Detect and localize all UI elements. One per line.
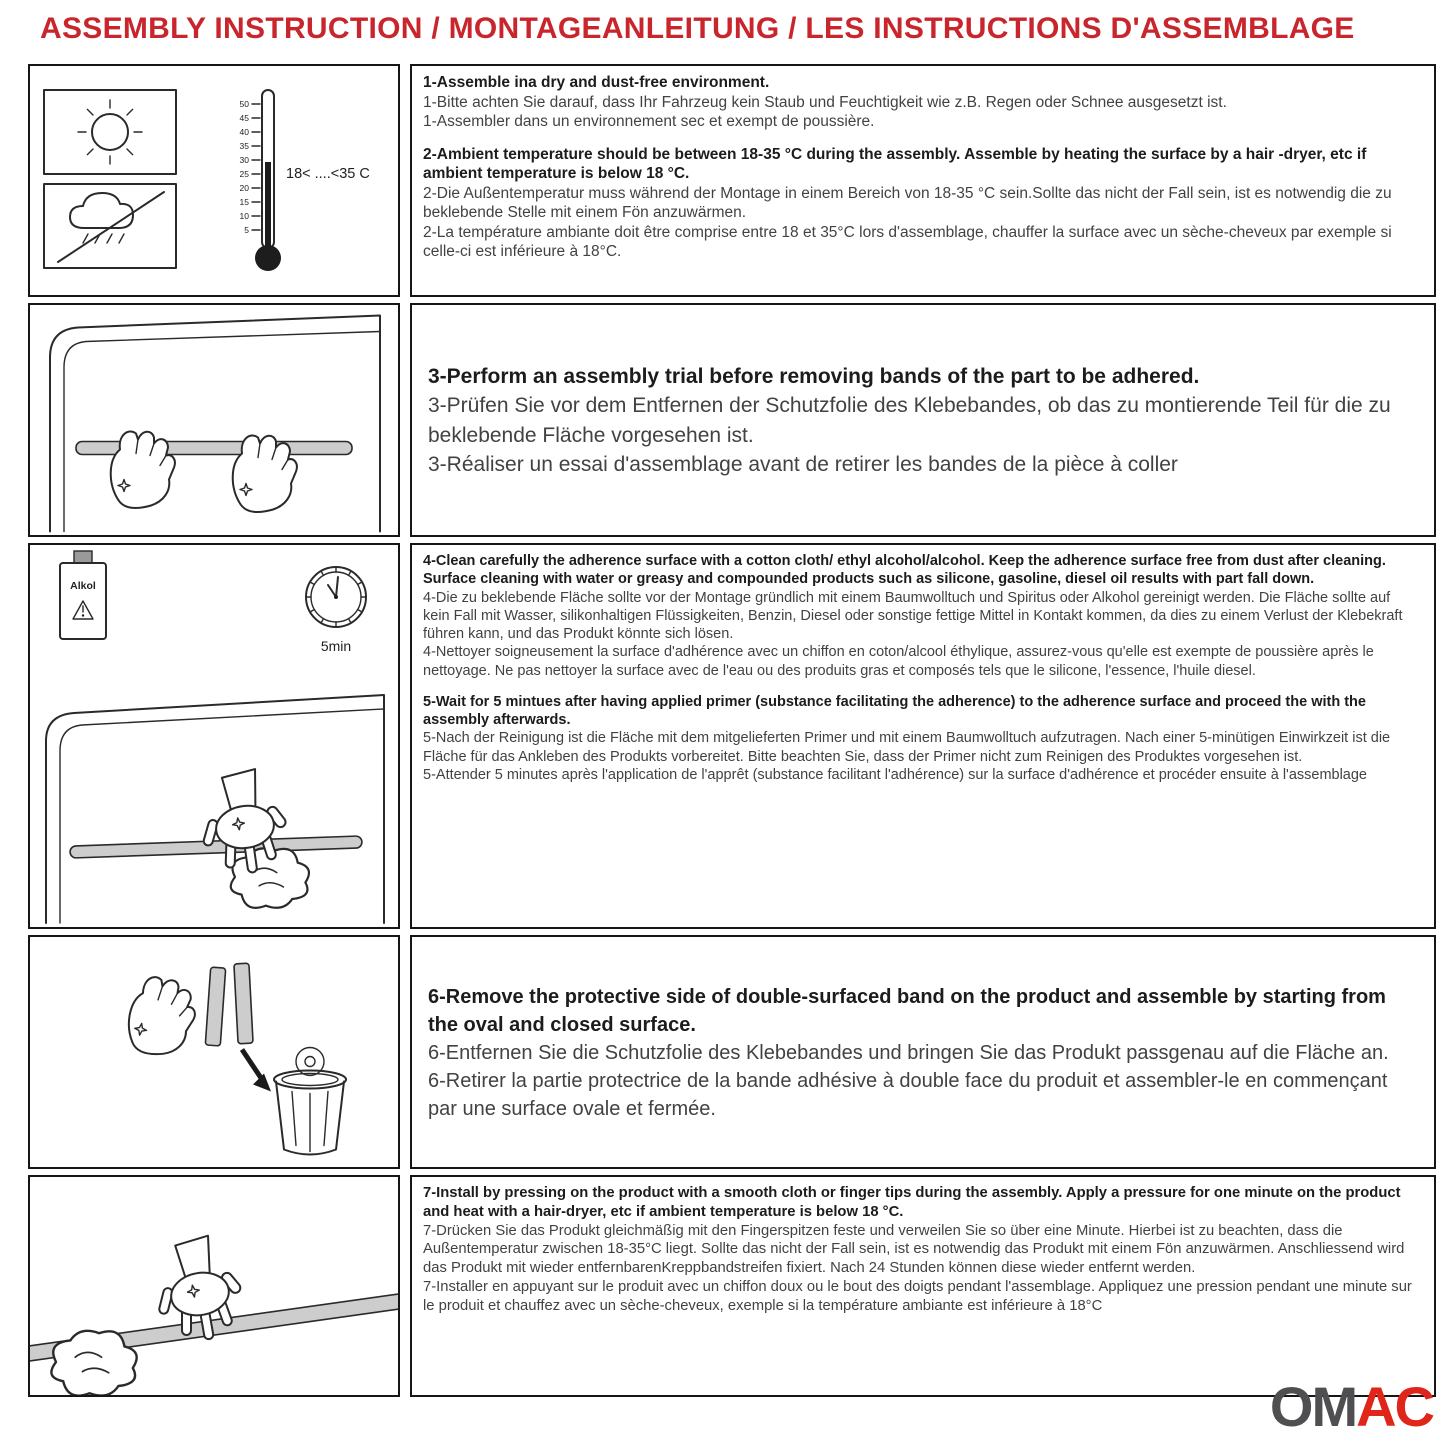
environment-illustration-box (28, 64, 400, 297)
tick-label: 45 (239, 113, 249, 123)
clock-icon (306, 567, 366, 627)
clock-label: 5min (320, 638, 352, 654)
tick-label: 10 (239, 211, 249, 221)
page-title: ASSEMBLY INSTRUCTION / MONTAGEANLEITUNG / LES INSTRUCTIONS D'ASSEMBLAGE (40, 12, 1355, 45)
step-text-en: 1-Assemble ina dry and dust-free environment. (423, 74, 770, 91)
trim-strip (70, 836, 362, 858)
step-text-en: 6-Remove the protective side of double-surfaced band on the product and assemble by starting from the oval and closed surface. (428, 985, 1386, 1036)
pressing-illustration-box (28, 1175, 400, 1397)
bottle-label: Alkol (70, 580, 96, 592)
step-text-de: 2-Die Außentemperatur muss während der Montage in einem Bereich von 18-35 °C sein.Sollte das nicht der Fall sein, ist es notwendig die zu beklebende Stelle mit einem Fön anzuwärmen. (423, 184, 1392, 222)
cleaning-illustration-box (28, 543, 400, 929)
temperature-range-label: 18< ....<35 C (286, 166, 370, 182)
step-text-fr: 5-Attender 5 minutes après l'application de l'apprêt (substance facilitant l'adhérence) sur la surface d'adhérence et procéder ensuite à l'assemblage (423, 766, 1368, 783)
step-4-5-text (410, 543, 1436, 929)
tick-label: 25 (239, 169, 249, 179)
door-panel (46, 695, 384, 923)
logo-text-red: AC (1356, 1375, 1433, 1438)
step-text-de: 5-Nach der Reinigung ist die Fläche mit dem mitgelieferten Primer und mit einem Baumwolltuch aufzutragen. Nach einer 5-minütigen Einwirkzeit ist die Fläche für das Ankleben des Produkts vorbereitet. Bitte beachten Sie, dass der Primer nicht zum Reinigen des Produktes vorgesehen ist. (423, 730, 1391, 765)
tick-label: 15 (239, 197, 249, 207)
tick-label: 50 (239, 99, 249, 109)
omac-logo (1269, 1375, 1433, 1438)
step-text-fr: 4-Nettoyer soigneusement la surface d'adhérence avec un chiffon en coton/alcool éthylique, assurez-vous qu'elle est exempte de poussière après le nettoyage. Ne pas nettoyer la surface avec de l'eau ou des produits gras et composés tels que le silicone, l'essence, l'huile diesel. (423, 644, 1374, 679)
thermometer-icon (240, 90, 370, 271)
trial-assembly-illustration-box (28, 303, 400, 537)
band-removal-illustration-box (28, 935, 400, 1169)
hand-icon (111, 431, 175, 508)
step-text-fr: 1-Assembler dans un environnement sec et exempt de poussière. (423, 113, 875, 131)
step-1-2-text (410, 64, 1436, 297)
logo-text-dark: OM (1269, 1375, 1357, 1438)
tick-label: 5 (244, 225, 249, 235)
step-text-en: 3-Perform an assembly trial before removing bands of the part to be adhered. (428, 364, 1200, 388)
step-text-de: 4-Die zu beklebende Fläche sollte vor der Montage gründlich mit einem Baumwolltuch und Spiritus oder Alkohol gereinigt werden. Die Fläche sollte auf kein Fall mit Wasser, silikonhaltigen Flüssigkeiten, Benzin, Diesel oder sonstige fettige Mittel in Kontakt kommen, da dies zu einem Verlust der Klebekraft führen kann, und das Produkt könnte sich lösen. (423, 589, 1403, 643)
pressing-illustration (30, 1177, 398, 1395)
step-text-de: 7-Drücken Sie das Produkt gleichmäßig mit den Fingerspitzen feste und verweilen Sie so über eine Minute. Hierbei ist zu beachten, dass die Außentemperatur zwischen 18-35°C liegt. Sollte das nicht der Fall sein, ist es notwendig das Produkt mit einem Fön anzuwärmen. Anschliessend wird das Produkt mit wieder entfernbarenKreppbandstreifen fixiert. Nach 24 Stunden können diese wieder entfernt werden. (423, 1222, 1405, 1277)
band-removal-illustration (30, 937, 398, 1167)
no-rain-icon (44, 184, 176, 268)
tape-strips (205, 963, 253, 1046)
hand-icon (124, 974, 200, 1060)
step-text-en: 7-Install by pressing on the product with a smooth cloth or finger tips during the assembly. Apply a pressure for one minute on the product and heat with a hair-dryer, etc if ambient temperature is below 18 °C. (423, 1185, 1401, 1220)
step-6-text (410, 935, 1436, 1169)
cloth-icon (51, 1331, 136, 1395)
environment-illustration (30, 66, 398, 295)
sun-icon (44, 90, 176, 174)
step-text-fr: 7-Installer en appuyant sur le produit avec un chiffon doux ou le bout des doigts pendant l'assemblage. Appliquez une pression pendant une minute sur le produit et chauffez avec un sèche-cheveux, exemple si la température ambiante est inférieure à 18°C (423, 1278, 1412, 1314)
door-panel (50, 316, 380, 532)
step-text-en: 2-Ambient temperature should be between 18-35 °C during the assembly. Assemble by heating the surface by a hair -dryer, etc if ambient temperature is below 18 °C. (423, 145, 1367, 183)
tick-label: 35 (239, 141, 249, 151)
trial-assembly-illustration (30, 305, 398, 535)
step-text-fr: 3-Réaliser un essai d'assemblage avant de retirer les bandes de la pièce à coller (428, 452, 1178, 476)
hand-icon (233, 435, 297, 512)
trash-bin-icon (274, 1048, 346, 1155)
step-3-text (410, 303, 1436, 537)
step-text-fr: 2-La température ambiante doit être comprise entre 18 et 35°C lors d'assemblage, chauffer la surface avec un sèche-cheveux par exemple si celle-ci est inférieure à 18°C. (423, 223, 1392, 261)
step-text-de: 3-Prüfen Sie vor dem Entfernen der Schutzfolie des Klebebandes, ob das zu montierende Teil für die zu beklebende Fläche vorgesehen ist. (428, 394, 1391, 447)
step-text-en: 4-Clean carefully the adherence surface with a cotton cloth/ ethyl alcohol/alcohol. Keep the adherence surface free from dust after cleaning. Surface cleaning with water or greasy and compounded products such as silicone, gasoline, diesel oil results with part fall down. (423, 553, 1386, 588)
alcohol-bottle-icon (60, 551, 106, 639)
cleaning-illustration (30, 545, 398, 927)
warning-icon (73, 601, 93, 619)
arrow-icon (242, 1050, 271, 1092)
tick-label: 40 (239, 127, 249, 137)
tick-label: 30 (239, 155, 249, 165)
tick-label: 20 (239, 183, 249, 193)
step-text-en: 5-Wait for 5 mintues after having applied primer (substance facilitating the adherence) to the adherence surface and proceed the with the assembly afterwards. (423, 693, 1366, 729)
step-text-fr: 6-Retirer la partie protectrice de la bande adhésive à double face du produit et assembler-le en commençant par une surface ovale et fermée. (428, 1069, 1388, 1120)
step-text-de: 6-Entfernen Sie die Schutzfolie des Klebebandes und bringen Sie das Produkt passgenau auf die Fläche an. (428, 1041, 1389, 1064)
step-7-text (410, 1175, 1436, 1397)
step-text-de: 1-Bitte achten Sie darauf, dass Ihr Fahrzeug kein Staub und Feuchtigkeit wie z.B. Regen oder Schnee ausgesetzt ist. (423, 93, 1227, 111)
